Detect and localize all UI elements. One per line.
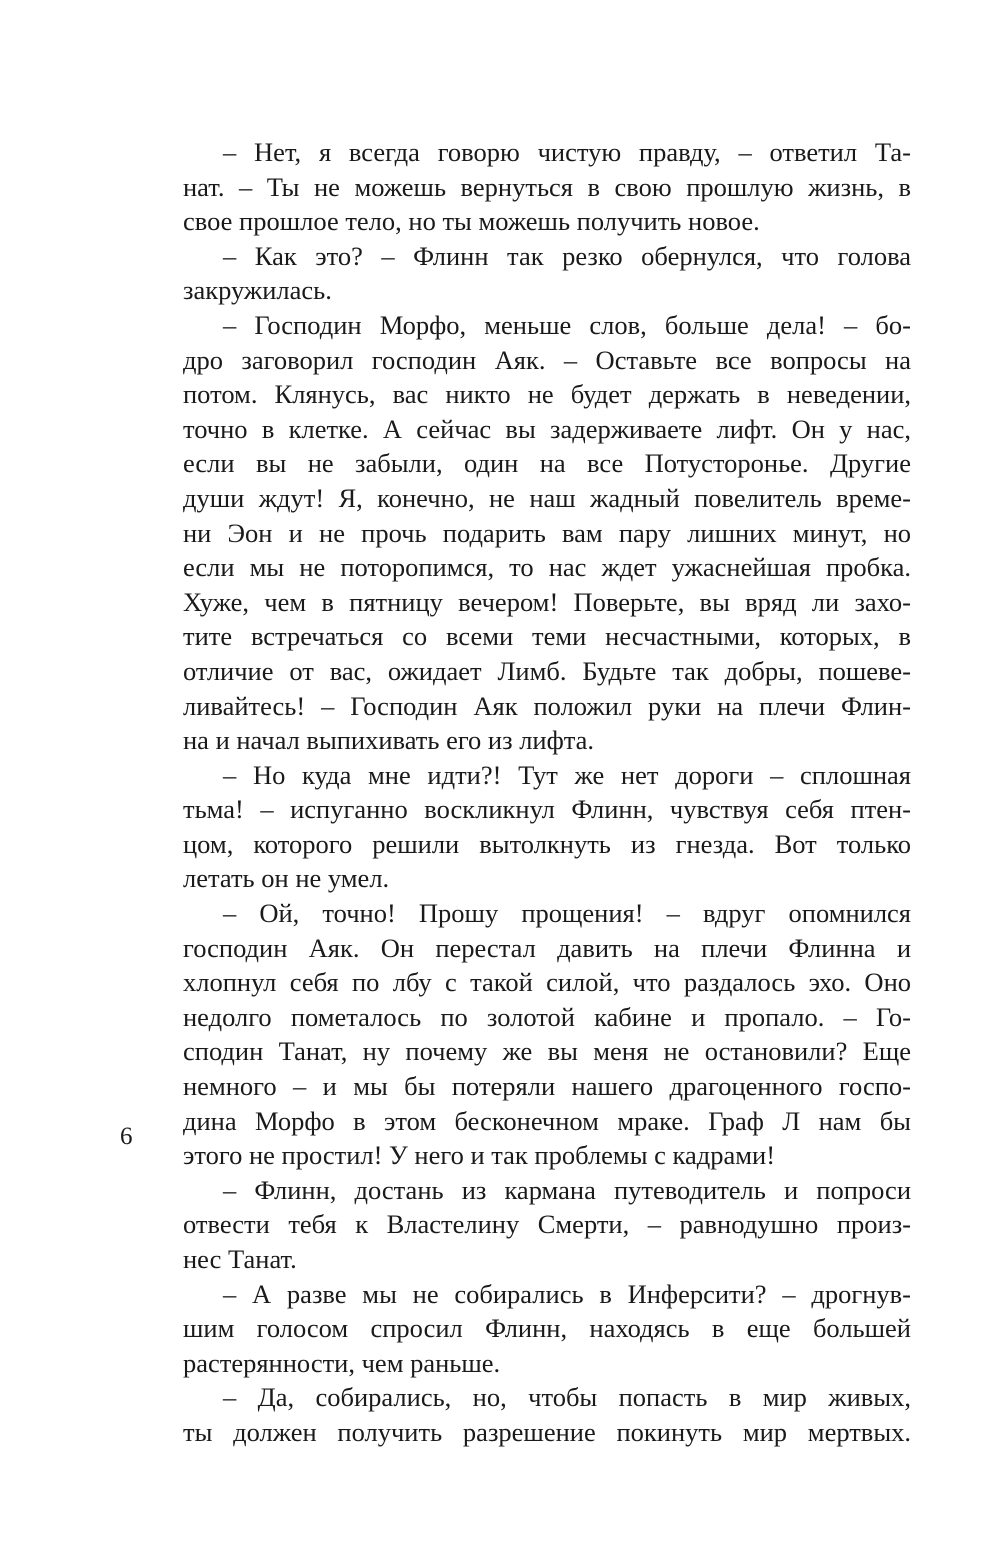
text-line: отличие от вас, ожидает Лимб. Будьте так добры, пошеве- — [183, 655, 911, 686]
text-line: – Нет, я всегда говорю чистую правду, – ответил Та- — [223, 137, 911, 167]
text-line: нат. – Ты не можешь вернуться в свою прошлую жизнь, в — [183, 171, 911, 202]
text-line: господин Аяк. Он перестал давить на плечи Флинна и — [183, 932, 911, 963]
text-line: души ждут! Я, конечно, не наш жадный повелитель време- — [183, 482, 911, 513]
text-line: шим голосом спросил Флинн, находясь в еще большей — [183, 1313, 911, 1344]
text-line: если вы не забыли, один на все Потусторонье. Другие — [183, 448, 911, 479]
text-line: тьма! – испуганно воскликнул Флинн, чувствуя себя птен- — [183, 794, 911, 825]
page-number: 6 — [120, 1123, 133, 1150]
body-text — [183, 135, 911, 1450]
text-line: если мы не поторопимся, то нас ждет ужаснейшая пробка. — [183, 552, 911, 583]
text-line: растерянности, чем раньше. — [183, 1347, 501, 1378]
text-line: немного – и мы бы потеряли нашего драгоценного госпо- — [183, 1071, 911, 1102]
text-line: тите встречаться со всеми теми несчастными, которых, в — [183, 621, 911, 652]
text-line: – Как это? – Флинн так резко обернулся, что голова — [223, 240, 911, 271]
text-line: цом, которого решили вытолкнуть из гнезда. Вот только — [183, 828, 911, 859]
text-line: – Ой, точно! Прошу прощения! – вдруг опомнился — [223, 898, 911, 929]
text-line: летать он не умел. — [183, 863, 390, 894]
text-line: точно в клетке. А сейчас вы задерживаете лифт. Он у нас, — [183, 413, 911, 444]
text-line: – А разве мы не собирались в Инферсити? – дрогнув- — [223, 1278, 911, 1309]
text-line: ты должен получить разрешение покинуть мир мертвых. — [183, 1416, 911, 1447]
text-line: хлопнул себя по лбу с такой силой, что раздалось эхо. Оно — [183, 967, 911, 998]
text-line: – Господин Морфо, меньше слов, больше дела! – бо- — [223, 309, 911, 340]
text-line: – Флинн, достань из кармана путеводитель и попроси — [223, 1174, 911, 1205]
text-line: этого не простил! У него и так проблемы с кадрами! — [183, 1140, 776, 1171]
text-line: Хуже, чем в пятницу вечером! Поверьте, вы вряд ли захо- — [183, 586, 911, 617]
text-line: – Но куда мне идти?! Тут же нет дороги – сплошная — [223, 759, 911, 790]
text-line: ни Эон и не прочь подарить вам пару лишних минут, но — [183, 517, 911, 548]
text-line: – Да, собирались, но, чтобы попасть в мир живых, — [223, 1382, 911, 1413]
text-line: дро заговорил господин Аяк. – Оставьте все вопросы на — [183, 344, 911, 375]
text-line: потом. Клянусь, вас никто не будет держать в неведении, — [183, 379, 911, 410]
text-line: сподин Танат, ну почему же вы меня не остановили? Еще — [183, 1036, 911, 1067]
text-line: ливайтесь! – Господин Аяк положил руки на плечи Флин- — [183, 690, 911, 721]
text-line: на и начал выпихивать его из лифта. — [183, 725, 595, 756]
text-line: нес Танат. — [183, 1244, 297, 1274]
text-line: отвести тебя к Властелину Смерти, – равнодушно произ- — [183, 1209, 911, 1240]
text-line: недолго пометалось по золотой кабине и пропало. – Го- — [183, 1001, 911, 1032]
text-line: свое прошлое тело, но ты можешь получить новое. — [183, 206, 760, 237]
text-line: закружилась. — [183, 275, 332, 306]
text-line: дина Морфо в этом бесконечном мраке. Граф Л нам бы — [183, 1105, 911, 1136]
